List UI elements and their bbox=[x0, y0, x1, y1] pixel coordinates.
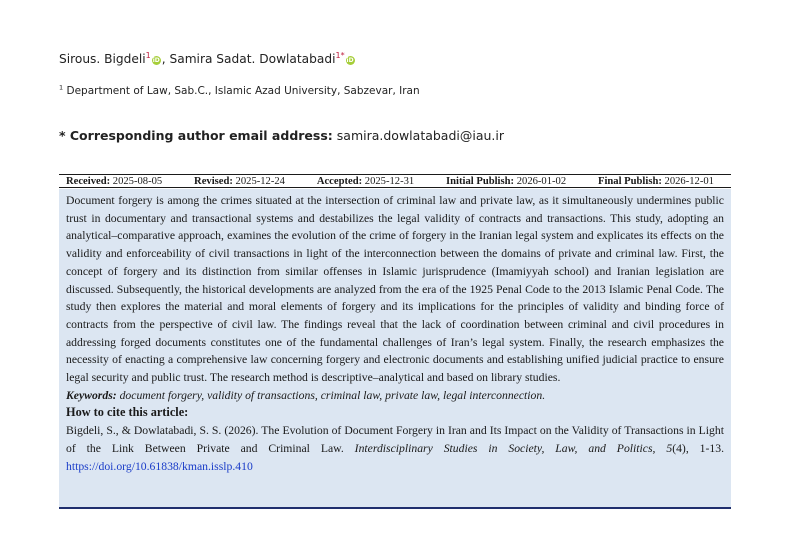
keywords-text: document forgery, validity of transactions, criminal law, private law, legal interconnection. bbox=[119, 388, 546, 402]
date-label: Initial Publish: bbox=[446, 176, 515, 187]
affiliation-text: Department of Law, Sab.C., Islamic Azad University, Sabzevar, Iran bbox=[66, 85, 420, 97]
doi-link[interactable]: https://doi.org/10.61838/kman.isslp.410 bbox=[66, 459, 253, 473]
date-value: 2026-12-01 bbox=[664, 176, 714, 187]
date-value: 2025-12-24 bbox=[235, 176, 285, 187]
citation-journal: Interdisciplinary Studies in Society, Law, and Politics, 5 bbox=[354, 441, 673, 455]
date-received bbox=[66, 175, 162, 187]
affiliation bbox=[59, 85, 420, 97]
author-2-affil-marker: 1* bbox=[335, 50, 345, 60]
author-separator: , bbox=[161, 52, 170, 66]
abstract-box bbox=[59, 189, 731, 509]
date-label: Accepted: bbox=[316, 176, 363, 187]
keywords-label: Keywords: bbox=[66, 388, 117, 402]
citation-text: Bigdeli, S., & Dowlatabadi, S. S. (2026). The Evolution of Document Forgery in Iran and Its Impact on the Validity of Transactions in Light of the Link Between Private and Criminal Law. bbox=[66, 424, 724, 455]
corresponding-author bbox=[59, 128, 504, 143]
date-value: 2026-01-02 bbox=[516, 176, 567, 187]
corresponding-label: * Corresponding author email address: bbox=[59, 128, 333, 143]
corresponding-email[interactable]: samira.dowlatabadi@iau.ir bbox=[336, 128, 505, 143]
keywords bbox=[66, 387, 724, 405]
citation-issue: (4), 1-13. bbox=[672, 441, 724, 455]
citation bbox=[66, 422, 724, 475]
author-2-name: Samira Sadat. Dowlatabadi bbox=[169, 52, 336, 66]
date-label: Final Publish: bbox=[597, 176, 662, 187]
abstract-text: Document forgery is among the crimes situated at the intersection of criminal law and private law, as it simultaneously undermines public trust in documentary and transactional systems and destabilizes the legal validity of contracts and transactions. This study, adopting an analytical–comparative approach, examines the evolution of the crime of forgery in the Iranian legal system and explicates its effects on the validity and enforceability of civil transactions in light of the interconnection between the domains of private and criminal law. First, the concept of forgery and its distinction from similar offenses in Islamic jurisprudence (Imamiyyah school) and Iranian legislation are discussed. Subsequently, the historical developments are analyzed from the era of the 1925 Penal Code to the 2013 Islamic Penal Code. The study then explores the material and moral elements of forgery and its implications for the principles of validity and binding force of contracts from the perspective of civil law. The findings reveal that the lack of coordination between criminal and civil procedures in addressing forged documents constitutes one of the fundamental challenges of Iran’s legal system. Finally, the research emphasizes the necessity of enacting a comprehensive law concerning forgery and electronic documents and establishing unified judicial practice to ensure legal security and public trust. The research method is descriptive–analytical and based on library studies. bbox=[66, 194, 724, 385]
date-label: Revised: bbox=[194, 176, 233, 187]
citation-heading: How to cite this article: bbox=[66, 405, 189, 420]
orcid-icon[interactable]: iD bbox=[152, 57, 160, 64]
date-value: 2025-12-31 bbox=[364, 176, 415, 187]
dates-bar bbox=[59, 174, 731, 188]
date-accepted bbox=[317, 175, 414, 187]
date-initial-publish bbox=[446, 175, 566, 187]
date-revised bbox=[194, 175, 285, 187]
date-final-publish bbox=[598, 175, 714, 187]
affiliation-marker: 1 bbox=[59, 83, 64, 92]
orcid-icon[interactable]: iD bbox=[346, 57, 354, 64]
author-1-affil-marker: 1 bbox=[145, 50, 151, 60]
author-1-name: Sirous. Bigdeli bbox=[59, 52, 146, 66]
author-line bbox=[59, 52, 356, 66]
date-label: Received: bbox=[66, 176, 111, 187]
date-value: 2025-08-05 bbox=[112, 176, 163, 187]
